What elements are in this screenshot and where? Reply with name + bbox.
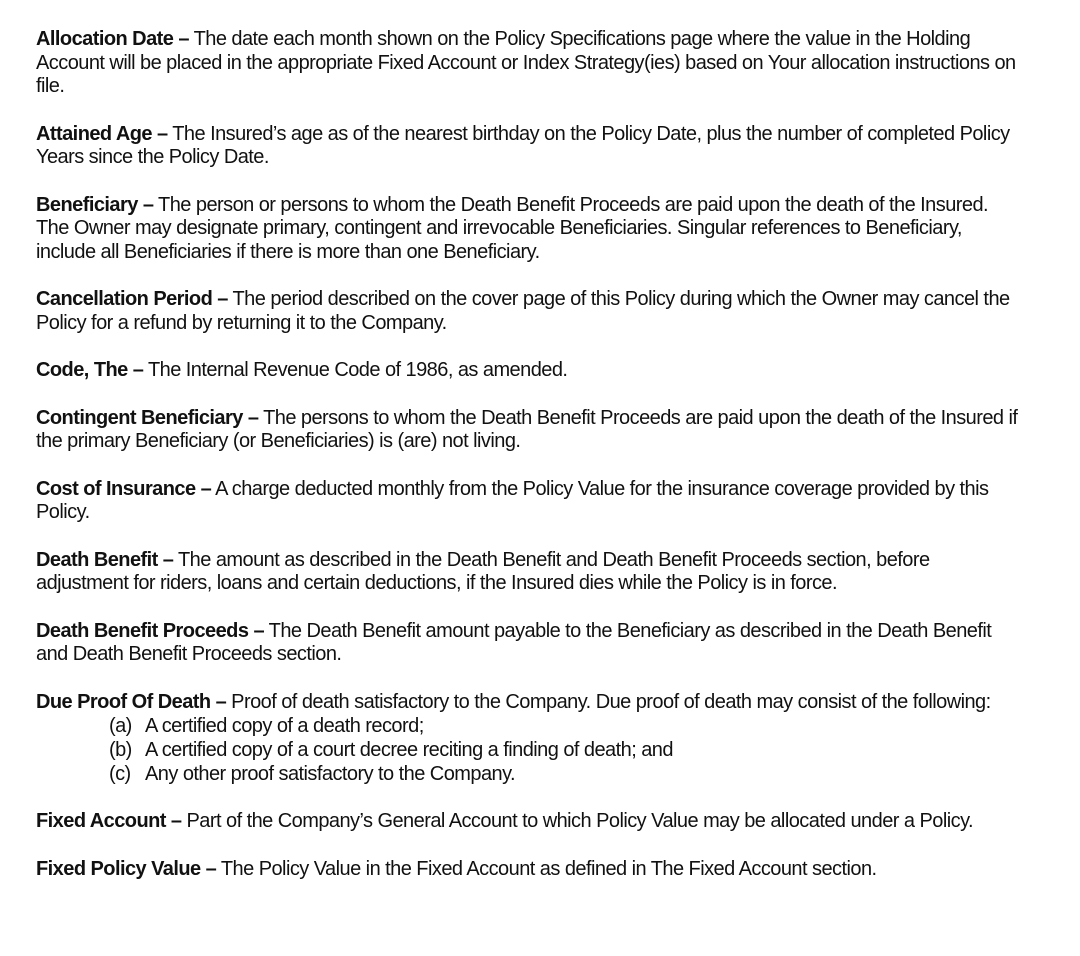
definition-term: Fixed Policy Value [36,857,201,880]
list-marker: (b) [109,739,132,761]
term-separator: – [217,288,228,310]
definition-cost-of-insurance [36,478,1020,525]
definition-term: Death Benefit Proceeds [36,619,249,642]
definition-term: Contingent Beneficiary [36,406,243,429]
definition-text: The Death Benefit amount payable to the Beneficiary as described in the Death Benefit and Death Benefit Proceeds section. [36,619,992,665]
definition-body [36,691,1020,715]
definition-text: The date each month shown on the Policy Specifications page where the value in the Holding Account will be placed in the appropriate Fixed Account or Index Strategy(ies) based on Your allocation instructions on file. [36,28,1016,97]
definition-term: Allocation Date [36,28,174,50]
list-item [109,762,1020,786]
term-separator: – [215,690,227,713]
term-separator: – [162,548,174,571]
definition-term: Death Benefit [36,548,158,571]
definition-text: The person or persons to whom the Death Benefit Proceeds are paid upon the death of the Insured. The Owner may designate primary, contingent and irrevocable Beneficiaries. Singular references to Beneficiary, include all Beneficiaries if there is more than one Beneficiary. [36,193,989,263]
term-separator: – [200,477,212,500]
term-separator: – [132,359,144,381]
list-item-text: A certified copy of a death record; [145,715,424,737]
proof-of-death-list [36,714,1020,786]
definition-term: Code, The [36,359,128,381]
definition-term: Cost of Insurance [36,477,196,500]
definition-term: Due Proof Of Death [36,690,211,713]
definition-allocation-date [36,28,1020,99]
term-separator: – [142,193,154,216]
definition-text: Part of the Company’s General Account to which Policy Value may be allocated under a Policy. [186,810,974,832]
definition-text: The amount as described in the Death Benefit and Death Benefit Proceeds section, before adjustment for riders, loans and certain deductions, if the Insured dies while the Policy is in force. [36,548,930,594]
definition-text: The Insured’s age as of the nearest birthday on the Policy Date, plus the number of completed Policy Years since the Policy Date. [36,122,1010,168]
definition-text: The period described on the cover page of this Policy during which the Owner may cancel the Policy for a refund by returning it to the Company. [36,288,1010,334]
definition-attained-age [36,123,1020,170]
definition-term: Beneficiary [36,193,138,216]
term-separator: – [157,122,168,145]
list-item [109,714,1020,738]
definition-fixed-account [36,810,1020,834]
list-item-text: A certified copy of a court decree reciting a finding of death; and [145,739,673,761]
definition-term: Attained Age [36,122,152,145]
term-separator: – [205,857,217,880]
term-separator: – [170,810,182,832]
list-marker: (a) [109,715,132,737]
list-marker: (c) [109,763,131,785]
definition-term: Fixed Account [36,810,166,832]
definition-code [36,359,1020,383]
definition-text: The Policy Value in the Fixed Account as defined in The Fixed Account section. [220,857,877,880]
definition-death-benefit-proceeds [36,620,1020,667]
term-separator: – [253,619,265,642]
definition-text: The Internal Revenue Code of 1986, as amended. [147,359,568,381]
term-separator: – [178,28,189,50]
definition-text: A charge deducted monthly from the Policy Value for the insurance coverage provided by this Policy. [36,477,989,523]
definition-beneficiary [36,194,1020,265]
definition-due-proof-of-death [36,691,1020,787]
definition-contingent-beneficiary [36,407,1020,454]
definition-death-benefit [36,549,1020,596]
list-item [109,738,1020,762]
definition-text: Proof of death satisfactory to the Company. Due proof of death may consist of the following: [231,690,991,713]
term-separator: – [247,406,259,429]
definition-fixed-policy-value [36,858,1020,882]
definition-term: Cancellation Period [36,288,213,310]
definition-text: The persons to whom the Death Benefit Proceeds are paid upon the death of the Insured if the primary Beneficiary (or Beneficiaries) is (are) not living. [36,406,1018,452]
definition-cancellation-period [36,288,1020,335]
list-item-text: Any other proof satisfactory to the Company. [145,763,516,785]
